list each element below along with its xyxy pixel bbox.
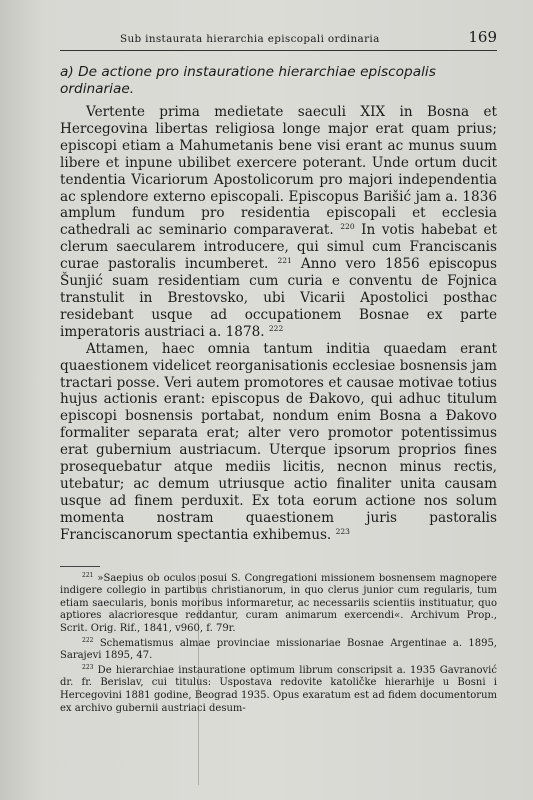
footnote-divider bbox=[60, 566, 100, 567]
footnote-number: 223 bbox=[82, 663, 94, 671]
page-number: 169 bbox=[468, 28, 497, 46]
footnote bbox=[60, 638, 497, 663]
footnote-ref: 222 bbox=[268, 323, 284, 333]
section-heading: a) De actione pro instauratione hierarchiae episcopalis ordinariae. bbox=[60, 64, 436, 97]
running-header bbox=[60, 28, 497, 51]
footnote bbox=[60, 573, 497, 636]
page-crease bbox=[198, 575, 199, 785]
main-text bbox=[60, 104, 497, 544]
footnote-ref: 221 bbox=[277, 256, 292, 266]
footnote-text: »Saepius ob oculos posui S. Congregationi missionem bosnensem magnopere indigere collegio in partibus christianorum, in quo clerus junior cum regularis, tum etiam saecularis, bonis moribus informaretur, ac necessariis scientiis instituatur, quo aptiores alacrioresque reddantur, curam animarum exercendi«. Archivum Prop., Scrit. Orig. Rif., 1841, v960, f. 79r. bbox=[60, 572, 497, 634]
paragraph-text: Attamen, haec omnia tantum inditia quaedam erant quaestionem videlicet reorganisationis ecclesiae bosnensis jam tractari posse. Veri autem promotores et causae motivae totius hujus actionis erant: episcopus de Đakovo, qui adhuc titulum episcopi bosnensis portabat, nondum enim Bosna a Đakovo formaliter separata erat; alter vero promotor potentissimus erat gubernium austriacum. Uterque ipsorum proprios fines prosequebatur atque mediis licitis, necnon minus rectis, utebatur; ac demum utriusque actio finaliter unita causam usque ad finem perduxit. Ex tota eorum actione nos solum momenta nostram quaestionem juris pastoralis Franciscanorum spectantia exhibemus. bbox=[60, 340, 497, 543]
footnote-ref: 220 bbox=[340, 222, 355, 232]
footnote-text: De hierarchiae instauratione optimum librum conscripsit a. 1935 Gavranović dr. fr. Berislav, cui titulus: Uspostava redovite katoličke hierarhije u Bosni i Hercegovini 1881 godine, Beograd 1935. Opus exaratum est ad fidem documentorum ex archivo gubernii austriaci desum- bbox=[60, 664, 497, 714]
paragraph bbox=[60, 104, 497, 341]
footnote-number: 222 bbox=[82, 636, 94, 644]
paragraph-text: Anno vero 1856 episcopus Šunjić suam residentiam cum curia e conventu de Fojnica transtulit in Brestovsko, ubi Vicarii Apostolici posthac residebant usque ad occupationem Bosnae ex parte imperatoris austriaci a. 1878. bbox=[60, 256, 498, 340]
footnotes bbox=[60, 573, 497, 716]
running-title: Sub instaurata hierarchia episcopali ordinaria bbox=[120, 33, 380, 45]
footnote bbox=[60, 665, 497, 715]
footnote-number: 221 bbox=[82, 571, 94, 579]
paragraph-text: In votis habebat et clerum saecularem introducere, qui simul cum Franciscanis curae pastoralis incumberet. bbox=[60, 222, 497, 273]
paragraph bbox=[60, 341, 497, 544]
paragraph-text: Vertente prima medietate saeculi XIX in Bosna et Hercegovina libertas religiosa longe major erat quam prius; episcopi etiam a Mahumetanis bene visi erant ac munus suum libere et inpune ubilibet exercere poterant. Unde ortum ducit tendentia Vicariorum Apostolicorum pro majori independentia ac splendore externo episcopali. Episcopus Barišić jam a. 1836 amplum fundum pro residentia episcopali et ecclesia cathedrali ac seminario comparaverat. bbox=[60, 104, 497, 239]
footnote-ref: 223 bbox=[335, 526, 350, 536]
footnote-text: Schematismus almae provinciae missionariae Bosnae Argentinae a. 1895, Sarajevi 1895, 47. bbox=[60, 637, 497, 662]
